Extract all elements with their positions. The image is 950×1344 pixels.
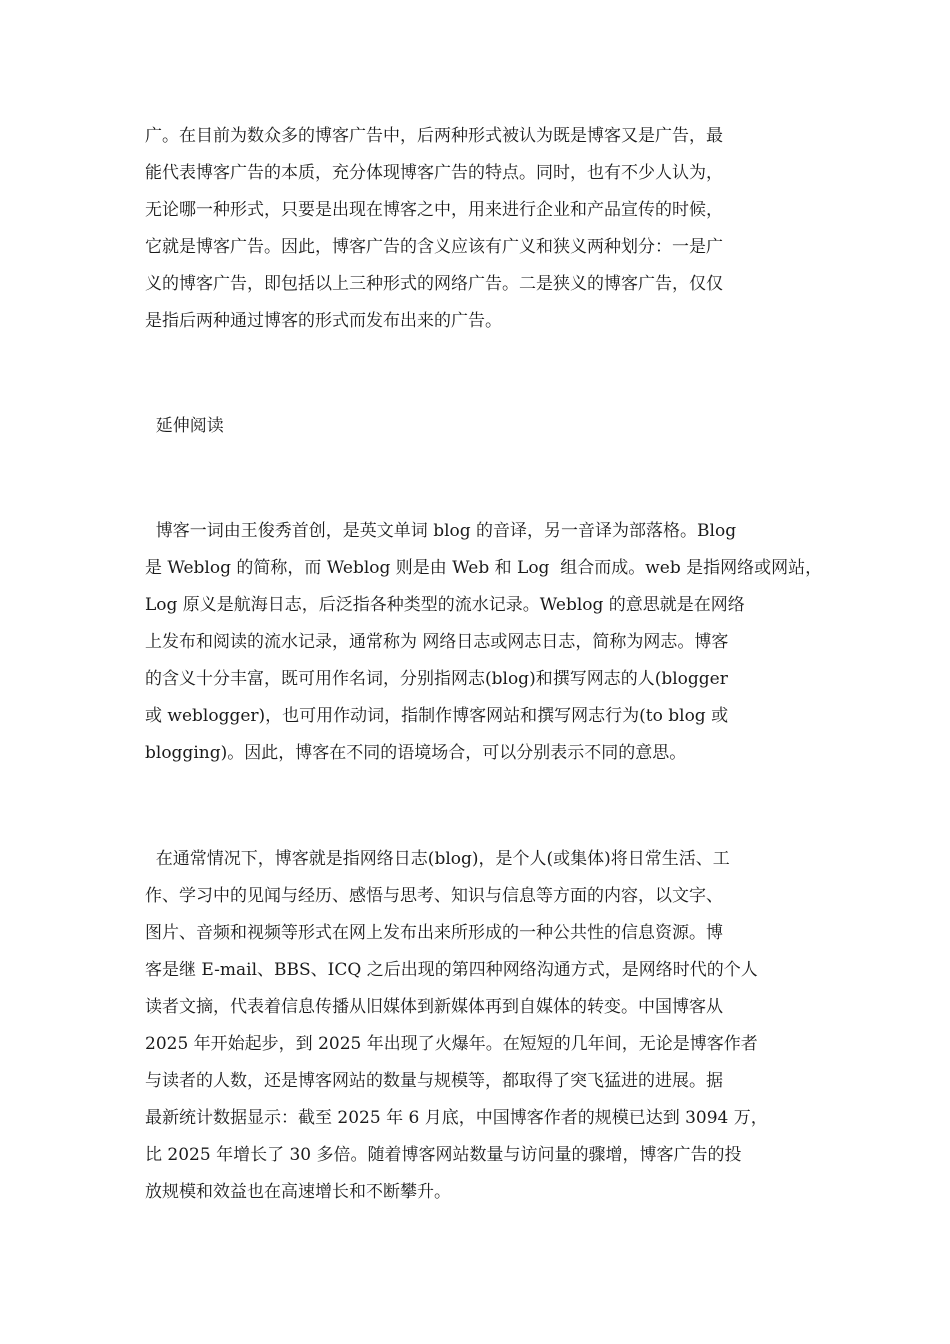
text-line: blogging)。因此，博客在不同的语境场合，可以分别表示不同的意思。 — [145, 743, 687, 763]
text-line: 博客一词由王俊秀首创，是英文单词 blog 的音译，另一音译为部落格。Blog — [145, 521, 737, 541]
text-line: 作、学习中的见闻与经历、感悟与思考、知识与信息等方面的内容，以文字、 — [145, 886, 723, 906]
text-line: 的含义十分丰富，既可用作名词，分别指网志(blog)和撰写网志的人(blogger — [145, 669, 728, 689]
text-line: Log 原义是航海日志，后泛指各种类型的流水记录。Weblog 的意思就是在网络 — [145, 595, 745, 615]
text-line: 比 2025 年增长了 30 多倍。随着博客网站数量与访问量的骤增，博客广告的投 — [145, 1145, 742, 1165]
text-line: 2025 年开始起步，到 2025 年出现了火爆年。在短短的几年间，无论是博客作者 — [145, 1034, 758, 1054]
text-line: 在通常情况下，博客就是指网络日志(blog)，是个人(或集体)将日常生活、工 — [145, 849, 730, 869]
text-line: 与读者的人数，还是博客网站的数量与规模等，都取得了突飞猛进的进展。据 — [145, 1071, 723, 1091]
heading-text: 延伸阅读 — [145, 416, 224, 436]
text-line: 它就是博客广告。因此，博客广告的含义应该有广义和狭义两种划分：一是广 — [145, 237, 723, 257]
text-line: 或 weblogger)，也可用作动词，指制作博客网站和撰写网志行为(to blog 或 — [145, 706, 729, 726]
text-line: 图片、音频和视频等形式在网上发布出来所形成的一种公共性的信息资源。博 — [145, 923, 723, 943]
text-line: 无论哪一种形式，只要是出现在博客之中，用来进行企业和产品宣传的时候， — [145, 200, 723, 220]
text-line: 放规模和效益也在高速增长和不断攀升。 — [145, 1182, 451, 1202]
text-line: 能代表博客广告的本质，充分体现博客广告的特点。同时，也有不少人认为， — [145, 163, 723, 183]
text-line: 上发布和阅读的流水记录，通常称为 网络日志或网志日志，简称为网志。博客 — [145, 632, 729, 652]
text-line: 是指后两种通过博客的形式而发布出来的广告。 — [145, 311, 502, 331]
text-line: 义的博客广告，即包括以上三种形式的网络广告。二是狭义的博客广告，仅仅 — [145, 274, 723, 294]
text-line: 是 Weblog 的简称，而 Weblog 则是由 Web 和 Log 组合而成。web 是指网络或网站， — [145, 558, 823, 578]
text-line: 读者文摘，代表着信息传播从旧媒体到新媒体再到自媒体的转变。中国博客从 — [145, 997, 723, 1017]
text-line: 最新统计数据显示：截至 2025 年 6 月底，中国博客作者的规模已达到 3094 万， — [145, 1108, 768, 1128]
text-line: 客是继 E-mail、BBS、ICQ 之后出现的第四种网络沟通方式，是网络时代的个人 — [145, 960, 758, 980]
text-line: 广。在目前为数众多的博客广告中，后两种形式被认为既是博客又是广告，最 — [145, 126, 723, 146]
